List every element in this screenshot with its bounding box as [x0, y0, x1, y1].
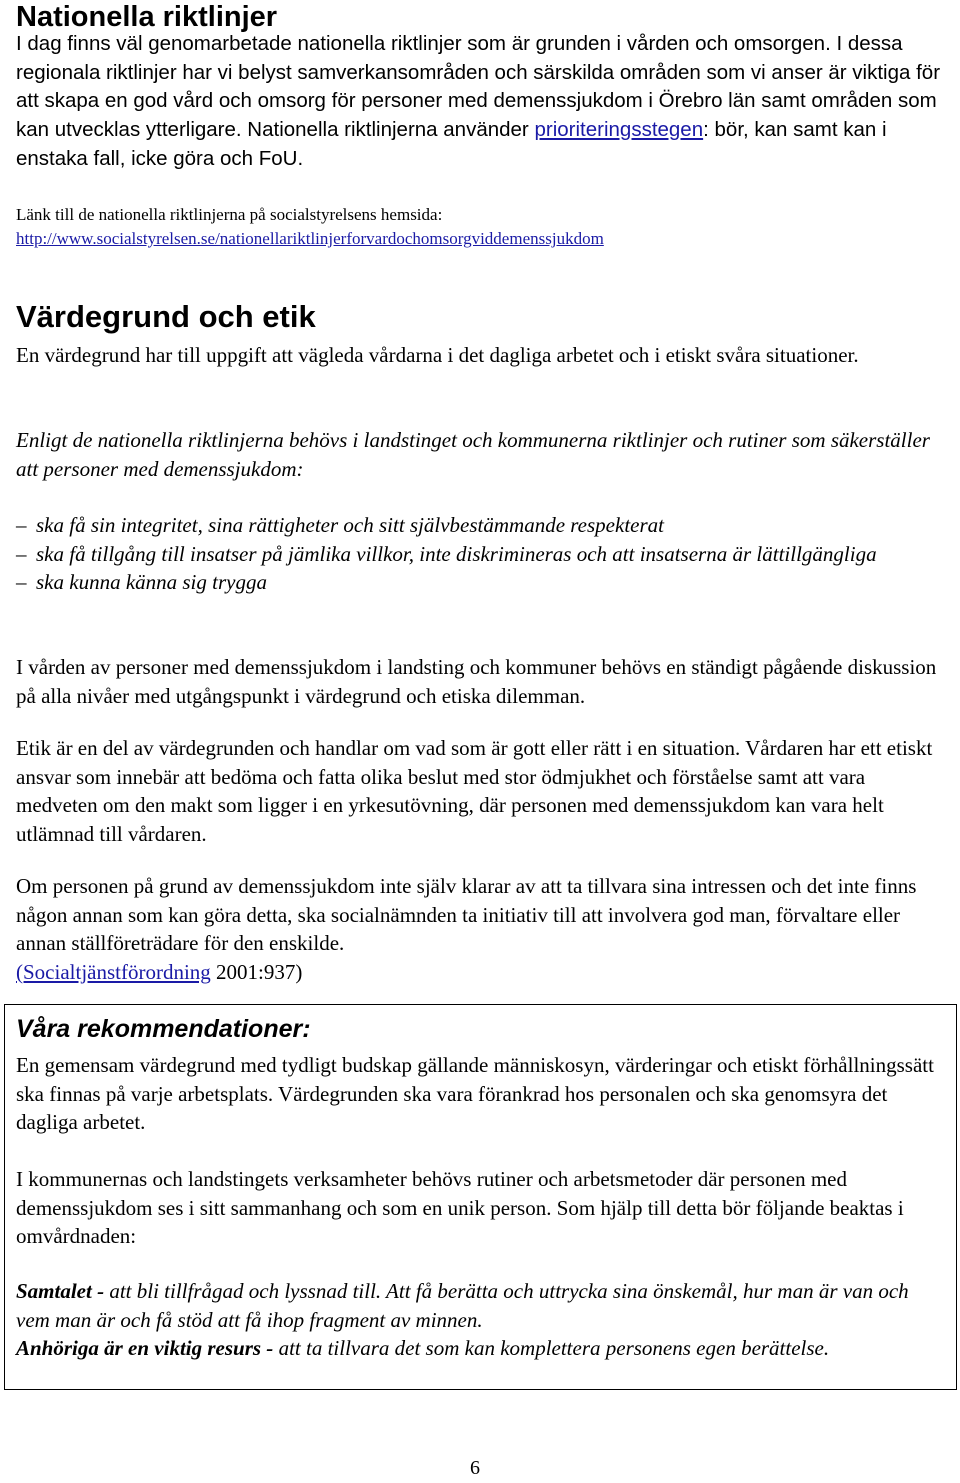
prioriteringsstegen-link[interactable]: prioriteringsstegen — [534, 118, 704, 142]
anhoriga-label: Anhöriga är en viktig resurs - — [16, 1336, 274, 1360]
section-heading-nationella-riktlinjer: Nationella riktlinjer — [16, 1, 278, 33]
recommendation-paragraph-2: I kommunernas och landstingets verksamheter behövs rutiner och arbetsmetoder där personen med demenssjukdom ses i sitt sammanhang och som en unik person. Som hjälp till detta bör följande beaktas i omvårdnaden: — [16, 1167, 904, 1248]
guidelines-link-intro: Länk till de nationella riktlinjerna på socialstyrelsens hemsida: — [16, 205, 443, 224]
guidelines-bullet-list — [16, 511, 941, 597]
socialstyrelsen-link[interactable]: http://www.socialstyrelsen.se/nationellariktlinjerforvardochomsorgviddemenssjukdom — [16, 229, 604, 248]
guidelines-quote-intro: Enligt de nationella riktlinjerna behövs i landstinget och kommunerna riktlinjer och rutiner som säkerställer att personer med demenssjukdom: — [16, 428, 930, 481]
ethics-paragraph: Etik är en del av värdegrunden och handlar om vad som är gott eller rätt i en situation. Vårdaren har ett etiskt ansvar som innebär att bedöma och fatta olika beslut med stor ödmjukhet och förståelse samt att vara medveten om den makt som ligger i en yrkesutövning, där personen med demenssjukdom kan vara helt utlämnad till vårdaren. — [16, 736, 933, 846]
recommendations-title: Våra rekommendationer: — [16, 1015, 311, 1043]
recommendation-paragraph-1: En gemensam värdegrund med tydligt budskap gällande människosyn, värderingar och etiskt förhållningssätt ska finnas på varje arbetsplats. Värdegrunden ska vara förankrad hos personalen och ska genomsyra det dagliga arbetet. — [16, 1053, 934, 1134]
samtalet-text: att bli tillfrågad och lyssnad till. Att få berätta och uttrycka sina önskemål, hur man är van och vem man är och få stöd att få ihop fragment av minnen. — [16, 1279, 909, 1332]
samtalet-label: Samtalet - — [16, 1279, 105, 1303]
anhoriga-text: att ta tillvara det som kan komplettera personens egen berättelse. — [273, 1336, 830, 1360]
regulation-number: 2001:937) — [210, 959, 303, 984]
list-item — [16, 540, 941, 569]
guardian-text: Om personen på grund av demenssjukdom inte själv klarar av att ta tillvara sina intressen och det inte finns någon annan som kan göra detta, ska socialnämnden ta initiativ till att involvera god man, förvaltare eller annan ställföreträdare för den enskilde. — [16, 874, 917, 955]
recommendation-items — [16, 1277, 941, 1363]
bullet-text: ska kunna känna sig trygga — [36, 570, 267, 594]
section-heading-vardegrund: Värdegrund och etik — [16, 299, 316, 334]
intro-tail: : bör, kan samt kan i enstaka fall, icke göra och FoU. — [16, 118, 887, 170]
list-item — [16, 568, 941, 597]
vardegrund-intro: En värdegrund har till uppgift att vägleda vårdarna i det dagliga arbetet och i etiskt svåra situationer. — [16, 343, 859, 367]
intro-paragraph — [16, 30, 946, 174]
bullet-dash: – — [16, 513, 27, 537]
bullet-text: ska få sin integritet, sina rättigheter och sitt självbestämmande respekterat — [36, 513, 664, 537]
page-number: 6 — [470, 1457, 480, 1479]
bullet-dash: – — [16, 570, 27, 594]
bullet-text: ska få tillgång till insatser på jämlika villkor, inte diskrimineras och att insatserna är lättillgängliga — [36, 541, 877, 566]
discussion-paragraph: I vården av personer med demenssjukdom i landsting och kommuner behövs en ständigt pågående diskussion på alla nivåer med utgångspunkt i värdegrund och etiska dilemman. — [16, 655, 937, 708]
socialtjanstforordning-link[interactable]: (Socialtjänstförordning — [16, 959, 211, 984]
guardian-paragraph — [16, 872, 941, 986]
guidelines-link-paragraph — [16, 203, 604, 251]
intro-text: I dag finns väl genomarbetade nationella riktlinjer som är grunden i vården och omsorgen. I dessa regionala riktlinjer har vi belyst samverkansområden och särskilda områden som vi anser är viktiga för att skapa en god vård och omsorg för personer med demenssjukdom i Örebro län samt områden som kan utvecklas ytterligare. Nationella riktlinjerna använder — [16, 32, 941, 142]
bullet-dash: – — [16, 541, 27, 566]
list-item — [16, 511, 941, 540]
